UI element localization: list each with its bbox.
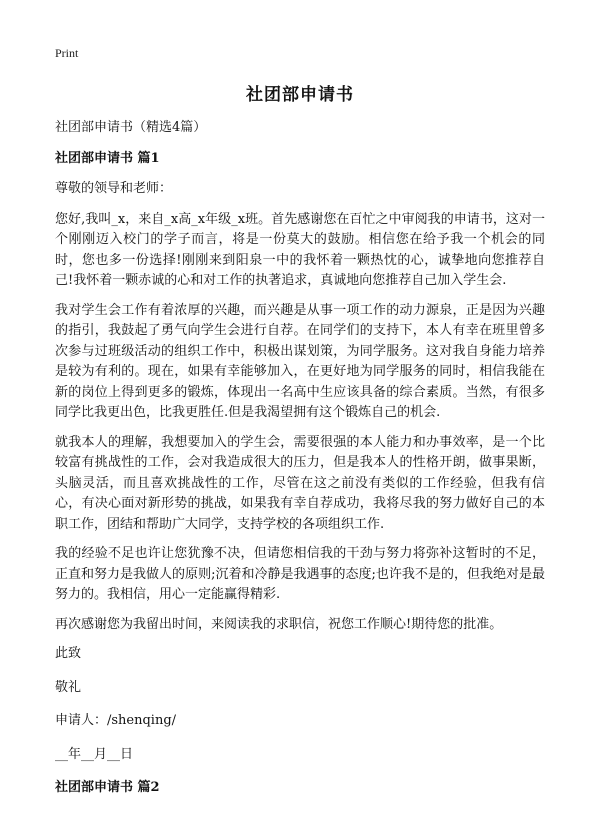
document-title: 社团部申请书: [246, 85, 354, 105]
print-label: Print: [55, 46, 79, 60]
paragraph-experience: 我的经验不足也许让您犹豫不决，但请您相信我的干劲与努力将弥补这暂时的不足，正直和努力是我做人的原则;沉着和冷静是我遇事的态度;也许我不是的，但我绝对是最努力的。我相信，用心一定能赢得精彩.: [55, 546, 545, 602]
applicant-line: 申请人：/shenqing/: [55, 713, 177, 728]
section-heading-2: 社团部申请书 篇2: [55, 780, 160, 795]
section-heading-1: 社团部申请书 篇1: [55, 150, 160, 166]
paragraph-interest: 我对学生会工作有着浓厚的兴趣，而兴趣是从事一项工作的动力源泉，正是因为兴趣的指引，我鼓起了勇气向学生会进行自荐。在同学们的支持下，本人有幸在班里曾多次参与过班级活动的组织工作中，积极出谋划策，为同学服务。这对我自身能力培养是较为有利的。现在，如果有幸能够加入，在更好地为同学服务的同时，相信我能在新的岗位上得到更多的锻炼，体现出一名高中生应该具备的综合素质。当然，有很多同学比我更出色，比我更胜任.但是我渴望拥有这个锻炼自己的机会.: [55, 302, 545, 420]
document-body: [55, 118, 545, 799]
paragraph-thanks: 再次感谢您为我留出时间，来阅读我的求职信，祝您工作顺心!期待您的批准。: [55, 616, 503, 632]
greeting: 尊敬的领导和老师：: [55, 181, 173, 196]
salutation-line: 敬礼: [55, 679, 82, 695]
date-line: __年__月__日: [55, 746, 134, 762]
document-subtitle: 社团部申请书（精选4篇）: [55, 120, 207, 135]
paragraph-intro: 您好,我叫_x，来自_x高_x年级_x班。首先感谢您在百忙之中审阅我的申请书，这对一个刚刚迈入校门的学子而言，将是一份莫大的鼓励。相信您在给予我一个机会的同时，您也多一份选择!刚刚来到阳泉一中的我怀着一颗热忱的心，诚挚地向您推荐自己!我怀着一颗赤诚的心和对工作的执著追求，真诚地向您推荐自己加入学生会.: [55, 211, 545, 288]
closing-line: 此致: [55, 646, 82, 661]
paragraph-understanding: 就我本人的理解，我想要加入的学生会，需要很强的本人能力和办事效率，是一个比较富有挑战性的工作，会对我造成很大的压力，但是我本人的性格开朗，做事果断，头脑灵活，而且喜欢挑战性的工作，尽管在这之前没有类似的工作经验，但我有信心，有决心面对新形势的挑战，如果我有幸自荐成功，我将尽我的努力做好自己的本职工作，团结和帮助广大同学，支持学校的各项组织工作.: [55, 434, 545, 532]
